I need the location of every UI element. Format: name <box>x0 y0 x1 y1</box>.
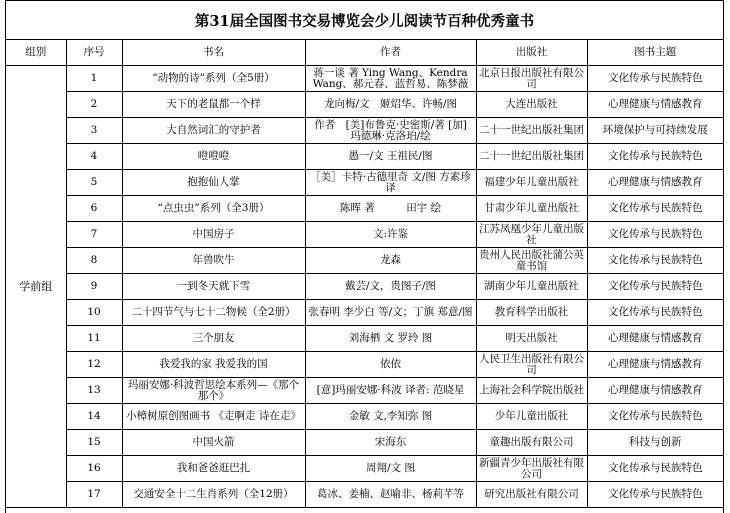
author-cell: 陈晖 著 田宇 绘 <box>305 196 476 222</box>
theme-cell: 心理健康与情感教育 <box>587 92 723 118</box>
row-number-cell: 8 <box>66 248 122 274</box>
row-number-cell: 9 <box>66 274 122 300</box>
table-row <box>6 196 723 222</box>
book-name-cell: “动物的诗”系列（全5册） <box>122 66 305 92</box>
publisher-cell: 上海社会科学院出版社 <box>476 378 587 404</box>
theme-cell: 环境保护与可持续发展 <box>587 118 723 144</box>
group-cell: 学前组 <box>6 66 66 508</box>
theme-cell: 文化传承与民族特色 <box>587 248 723 274</box>
table-row <box>6 92 723 118</box>
row-number-cell: 12 <box>66 352 122 378</box>
publisher-cell: 贵州人民出版社蒲公英童书馆 <box>476 248 587 274</box>
publisher-cell: 人民卫生出版社有限公司 <box>476 352 587 378</box>
row-number-cell: 10 <box>66 300 122 326</box>
book-name-cell: 抱抱仙人掌 <box>122 170 305 196</box>
author-cell: 宋海东 <box>305 430 476 456</box>
table-row <box>6 66 723 92</box>
author-cell: 周翔/文 图 <box>305 456 476 482</box>
theme-cell: 心理健康与情感教育 <box>587 352 723 378</box>
theme-cell: 文化传承与民族特色 <box>587 404 723 430</box>
author-cell: 作者 [美]布鲁克·史密斯/著 [加] 玛德琳·克洛珀/绘 <box>305 118 476 144</box>
table-row <box>6 326 723 352</box>
book-name-cell: 天下的老鼠都一个样 <box>122 92 305 118</box>
book-name-cell: 我爱我的家 我爱我的国 <box>122 352 305 378</box>
publisher-cell: 童趣出版有限公司 <box>476 430 587 456</box>
table-row <box>6 144 723 170</box>
publisher-cell: 福建少年儿童出版社 <box>476 170 587 196</box>
publisher-cell: 教育科学出版社 <box>476 300 587 326</box>
publisher-cell: 明天出版社 <box>476 326 587 352</box>
page-title: 第31届全国图书交易博览会少儿阅读节百种优秀童书 <box>6 1 723 40</box>
row-number-cell: 4 <box>66 144 122 170</box>
book-name-cell: 小樟树原创图画书 《走啊走 诗在走》 <box>122 404 305 430</box>
author-cell: 文:许鉴 <box>305 222 476 248</box>
header-publisher: 出版社 <box>476 40 587 66</box>
table-row <box>6 274 723 300</box>
table-row <box>6 300 723 326</box>
table-body <box>6 66 723 508</box>
book-name-cell: 交通安全十二生肖系列（全12册） <box>122 482 305 508</box>
publisher-cell: 少年儿童出版社 <box>476 404 587 430</box>
book-list-table <box>6 40 723 508</box>
table-row <box>6 352 723 378</box>
theme-cell: 心理健康与情感教育 <box>587 170 723 196</box>
header-group: 组别 <box>6 40 66 66</box>
author-cell: 愚一/文 王祖民/图 <box>305 144 476 170</box>
row-number-cell: 13 <box>66 378 122 404</box>
book-name-cell: 中国火箭 <box>122 430 305 456</box>
book-name-cell: “点虫虫”系列（全3册） <box>122 196 305 222</box>
author-cell: [意]玛丽安娜·科波 译者: 范晓星 <box>305 378 476 404</box>
header-book-name: 书名 <box>122 40 305 66</box>
publisher-cell: 湖南少年儿童出版社 <box>476 274 587 300</box>
header-number: 序号 <box>66 40 122 66</box>
table-row <box>6 118 723 144</box>
table-row <box>6 248 723 274</box>
table-row <box>6 456 723 482</box>
header-theme: 图书主题 <box>587 40 723 66</box>
theme-cell: 心理健康与情感教育 <box>587 326 723 352</box>
book-name-cell: 大自然词汇的守护者 <box>122 118 305 144</box>
theme-cell: 文化传承与民族特色 <box>587 300 723 326</box>
row-number-cell: 17 <box>66 482 122 508</box>
author-cell: 龙森 <box>305 248 476 274</box>
table-row <box>6 222 723 248</box>
row-number-cell: 11 <box>66 326 122 352</box>
author-cell: 戴芸/文，贵图子/图 <box>305 274 476 300</box>
theme-cell: 心理健康与情感教育 <box>587 378 723 404</box>
publisher-cell: 研究出版社有限公司 <box>476 482 587 508</box>
table-row <box>6 430 723 456</box>
book-name-cell: 年兽吹牛 <box>122 248 305 274</box>
table-row <box>6 378 723 404</box>
document-frame <box>5 0 724 513</box>
row-number-cell: 14 <box>66 404 122 430</box>
author-cell: 龙向梅/文 姬炤华、许畅/图 <box>305 92 476 118</box>
theme-cell: 文化传承与民族特色 <box>587 482 723 508</box>
row-number-cell: 16 <box>66 456 122 482</box>
theme-cell: 文化传承与民族特色 <box>587 274 723 300</box>
row-number-cell: 3 <box>66 118 122 144</box>
book-name-cell: 噔噔噔 <box>122 144 305 170</box>
book-name-cell: 玛丽安娜·科波哲思绘本系列—《那个那个》 <box>122 378 305 404</box>
table-header-row <box>6 40 723 66</box>
author-cell: 依依 <box>305 352 476 378</box>
row-number-cell: 7 <box>66 222 122 248</box>
publisher-cell: 甘肃少年儿童出版社 <box>476 196 587 222</box>
row-number-cell: 1 <box>66 66 122 92</box>
author-cell: 张春明 李少白 等/文；丁旗 郑意/图 <box>305 300 476 326</box>
row-number-cell: 5 <box>66 170 122 196</box>
publisher-cell: 北京日报出版社有限公司 <box>476 66 587 92</box>
publisher-cell: 二十一世纪出版社集团 <box>476 118 587 144</box>
author-cell: ［美］卡特·古德里奇 文/图 方素珍 译 <box>305 170 476 196</box>
book-name-cell: 一到冬天就下雪 <box>122 274 305 300</box>
table-row <box>6 404 723 430</box>
theme-cell: 科技与创新 <box>587 430 723 456</box>
theme-cell: 文化传承与民族特色 <box>587 456 723 482</box>
theme-cell: 文化传承与民族特色 <box>587 144 723 170</box>
book-name-cell: 我和爸爸逛巴扎 <box>122 456 305 482</box>
row-number-cell: 2 <box>66 92 122 118</box>
row-number-cell: 6 <box>66 196 122 222</box>
theme-cell: 文化传承与民族特色 <box>587 66 723 92</box>
publisher-cell: 大连出版社 <box>476 92 587 118</box>
row-number-cell: 15 <box>66 430 122 456</box>
book-name-cell: 中国房子 <box>122 222 305 248</box>
header-author: 作者 <box>305 40 476 66</box>
author-cell: 葛冰、姜楠、赵喻非、杨莉芊等 <box>305 482 476 508</box>
theme-cell: 文化传承与民族特色 <box>587 222 723 248</box>
theme-cell: 文化传承与民族特色 <box>587 196 723 222</box>
author-cell: 蒋一谈 著 Ying Wang、Kendra Wang、郝元春、蓝哲易、陈梦薇 <box>305 66 476 92</box>
publisher-cell: 二十一世纪出版社集团 <box>476 144 587 170</box>
book-name-cell: 二十四节气与七十二物候（全2册） <box>122 300 305 326</box>
publisher-cell: 新疆青少年出版社有限公司 <box>476 456 587 482</box>
publisher-cell: 江苏凤凰少年儿童出版社 <box>476 222 587 248</box>
table-row <box>6 170 723 196</box>
author-cell: 刘海栖 文 罗玲 图 <box>305 326 476 352</box>
author-cell: 金敏 文,李知弥 图 <box>305 404 476 430</box>
book-name-cell: 三个朋友 <box>122 326 305 352</box>
table-row <box>6 482 723 508</box>
